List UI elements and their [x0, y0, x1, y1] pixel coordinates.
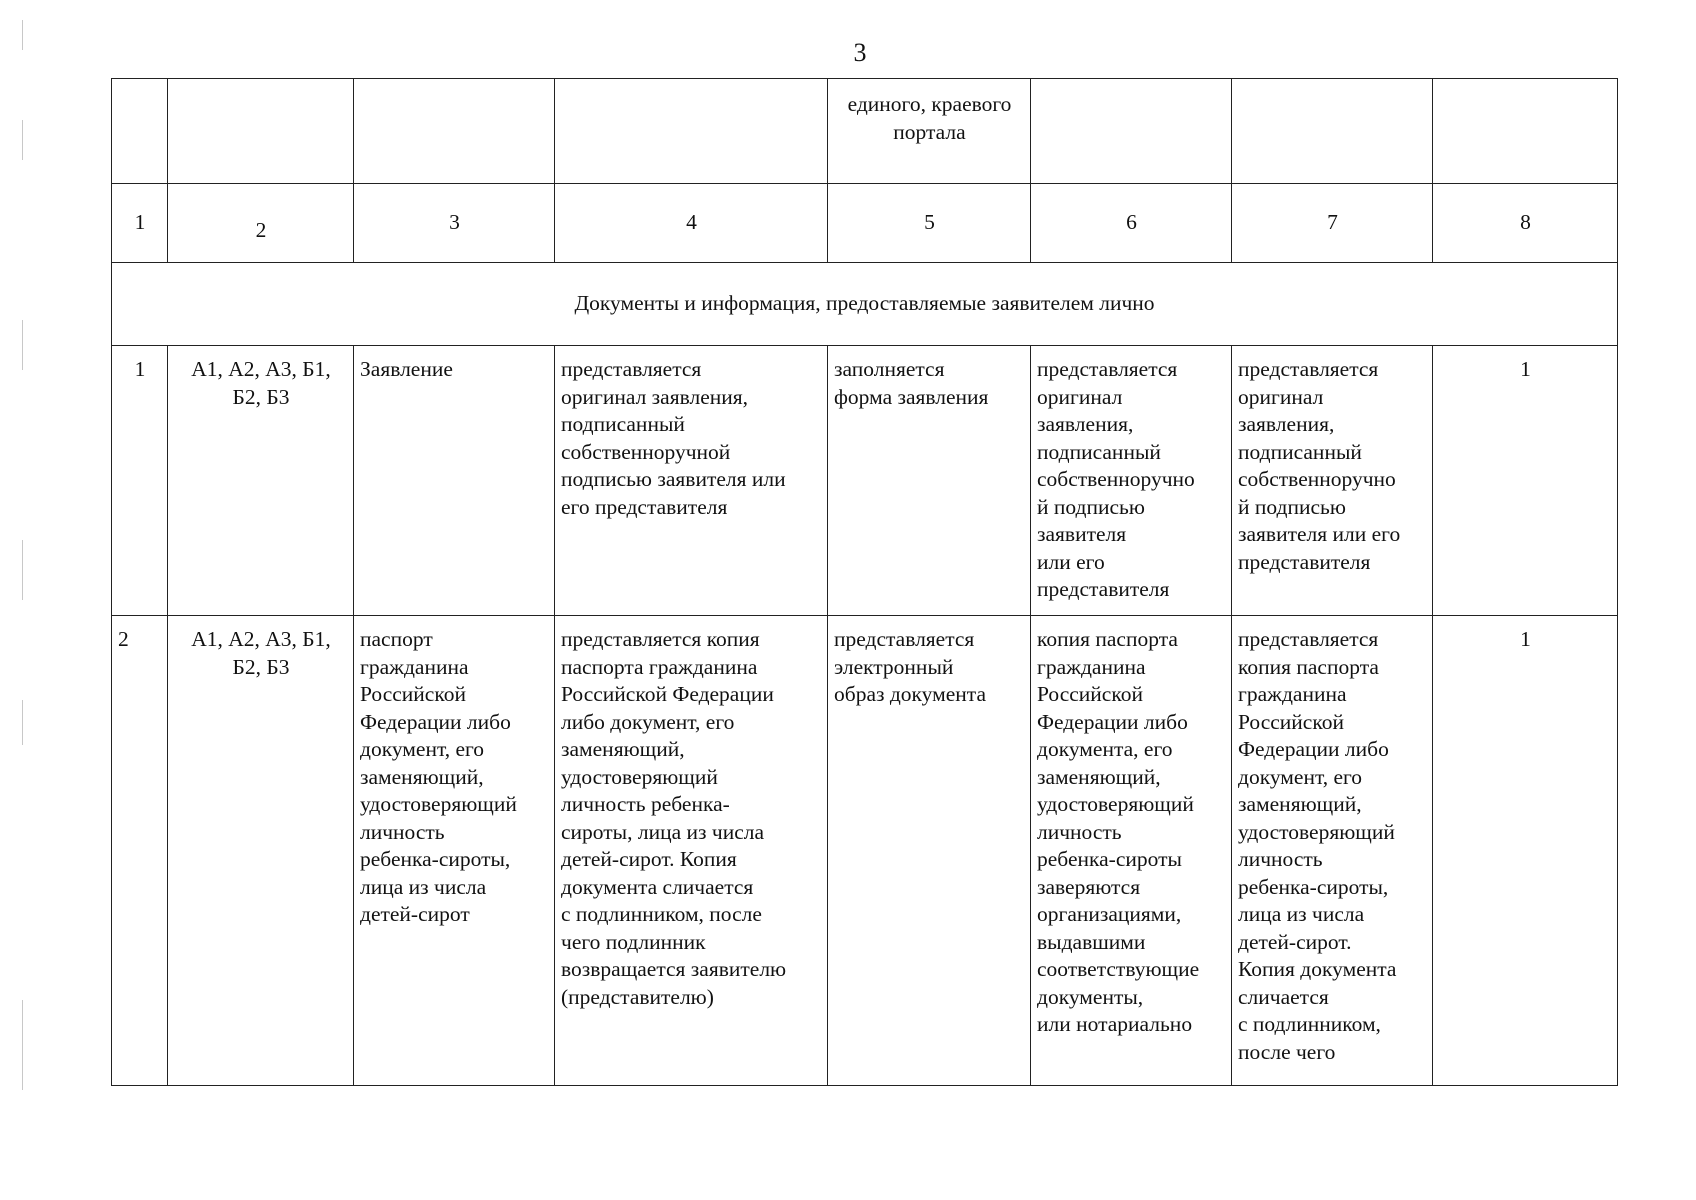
cell-line: возвращается заявителю	[561, 957, 787, 981]
top-cell-3	[354, 79, 555, 184]
cell-line: Заявление	[360, 357, 453, 381]
cell-line: подписанный	[561, 412, 685, 436]
cell-line: удостоверяющий	[1037, 792, 1194, 816]
cell-line: представляется копия	[561, 627, 760, 651]
cell-line: паспорт	[360, 627, 433, 651]
cell-line: Федерации либо	[1037, 709, 1188, 734]
row-document-name	[354, 346, 555, 616]
cell-line: лица из числа	[1238, 902, 1365, 926]
cell-line: сироты, лица из числа	[561, 819, 765, 844]
cell-line: (представителю)	[561, 984, 714, 1009]
top-cell-5	[828, 79, 1031, 184]
row-in-person	[555, 616, 828, 1086]
cell-line: удостоверяющий	[1238, 819, 1395, 844]
row-in-person	[555, 346, 828, 616]
cell-line: подписью заявителя или	[561, 467, 786, 491]
cell-line: А1, А2, А3, Б1,	[191, 627, 331, 651]
cell-line: представителя	[1238, 549, 1371, 574]
top-cell-7	[1232, 79, 1433, 184]
scan-edge-mark	[22, 700, 23, 745]
cell-line: Российской Федерации	[561, 682, 774, 706]
cell-line: гражданина	[1238, 682, 1347, 706]
cell-line: представляется	[1037, 357, 1178, 381]
table-row	[112, 346, 1618, 616]
cell-line: представляется	[1238, 627, 1379, 651]
row-via-post	[1031, 616, 1232, 1086]
page-number: 3	[853, 38, 867, 67]
cell-line: чего подлинник	[561, 929, 706, 954]
cell-line: гражданина	[1037, 654, 1146, 679]
cell-line: заверяются	[1037, 874, 1141, 899]
cell-line: Федерации либо	[360, 709, 511, 734]
cell-line: удостоверяющий	[360, 792, 517, 816]
cell-line: Федерации либо	[1238, 737, 1389, 761]
scan-edge-mark	[22, 20, 23, 50]
cell-line: подписанный	[1238, 439, 1362, 464]
section-row	[112, 263, 1618, 346]
column-numbers-row	[112, 184, 1618, 263]
column-number: 6	[1031, 184, 1232, 263]
cell-line: представляется	[834, 627, 975, 651]
cell-line: или нотариально	[1037, 1012, 1193, 1036]
cell-line: ребенка-сироты,	[1238, 874, 1389, 899]
row-number: 1	[112, 346, 168, 616]
cell-line: после чего	[1238, 1039, 1336, 1064]
cell-line: Б2, Б3	[232, 654, 290, 679]
cell-line: заявителя	[1037, 522, 1127, 546]
cell-line: организациями,	[1037, 902, 1182, 926]
top-cell-5-line: единого, краевого	[847, 92, 1012, 116]
table-row	[112, 616, 1618, 1086]
row-via-portal	[828, 616, 1031, 1086]
row-count: 1	[1433, 346, 1618, 616]
cell-line: его представителя	[561, 494, 728, 519]
cell-line: подписанный	[1037, 439, 1161, 464]
cell-line: й подписью	[1037, 494, 1145, 519]
column-number: 8	[1433, 184, 1618, 263]
scan-edge-mark	[22, 540, 23, 600]
cell-line: электронный	[834, 654, 954, 679]
column-number: 4	[555, 184, 828, 263]
cell-line: личность	[360, 819, 445, 844]
cell-line: соответствующие	[1037, 957, 1200, 981]
scan-edge-mark	[22, 120, 23, 160]
cell-line: Копия документа	[1238, 957, 1397, 981]
table-top-row	[112, 79, 1618, 184]
column-number-label: 2	[255, 218, 267, 243]
cell-line: личность ребенка-	[561, 792, 730, 816]
column-number: 1	[112, 184, 168, 263]
cell-line: Б2, Б3	[232, 384, 290, 409]
cell-line: детей-сирот.	[1238, 929, 1352, 954]
cell-line: оригинал	[1037, 384, 1123, 409]
cell-line: заменяющий,	[360, 764, 484, 789]
cell-line: или его	[1037, 549, 1105, 574]
row-document-name	[354, 616, 555, 1086]
cell-line: ребенка-сироты	[1037, 847, 1182, 871]
cell-line: заменяющий,	[1238, 792, 1362, 816]
cell-line: копия паспорта	[1037, 627, 1178, 651]
cell-line: оригинал заявления,	[561, 384, 749, 409]
top-cell-1	[112, 79, 168, 184]
cell-line: образ документа	[834, 682, 987, 706]
cell-line: детей-сирот. Копия	[561, 847, 737, 871]
top-cell-6	[1031, 79, 1232, 184]
cell-line: документы,	[1037, 984, 1144, 1009]
section-title: Документы и информация, предоставляемые заявителем лично	[112, 263, 1618, 346]
cell-line: форма заявления	[834, 384, 989, 409]
cell-line: копия паспорта	[1238, 654, 1379, 679]
column-number: 7	[1232, 184, 1433, 263]
cell-line: й подписью	[1238, 494, 1346, 519]
top-cell-8	[1433, 79, 1618, 184]
cell-line: собственноручно	[1238, 467, 1396, 491]
cell-line: паспорта гражданина	[561, 654, 758, 679]
cell-line: оригинал	[1238, 384, 1324, 409]
cell-line: документ, его	[1238, 764, 1363, 789]
cell-line: либо документ, его	[561, 709, 735, 734]
scan-edge-mark	[22, 320, 23, 370]
cell-line: документа сличается	[561, 874, 754, 899]
column-number: 3	[354, 184, 555, 263]
cell-line: заменяющий,	[1037, 764, 1161, 789]
cell-line: Российской	[360, 682, 466, 706]
cell-line: детей-сирот	[360, 902, 470, 926]
cell-line: документа, его	[1037, 737, 1173, 761]
cell-line: А1, А2, А3, Б1,	[191, 357, 331, 381]
top-cell-5-line: портала	[893, 119, 966, 144]
cell-line: представляется	[561, 357, 702, 381]
cell-line: заявителя или его	[1238, 522, 1401, 546]
cell-line: личность	[1037, 819, 1122, 844]
cell-line: заявления,	[1238, 412, 1335, 436]
cell-line: удостоверяющий	[561, 764, 718, 789]
scan-edge-mark	[22, 1000, 23, 1090]
cell-line: заявления,	[1037, 412, 1134, 436]
top-cell-2	[168, 79, 354, 184]
row-via-post	[1031, 346, 1232, 616]
row-via-mfc	[1232, 346, 1433, 616]
column-number	[168, 184, 354, 263]
cell-line: документ, его	[360, 737, 485, 761]
top-cell-4	[555, 79, 828, 184]
cell-line: заменяющий,	[561, 737, 685, 761]
row-via-portal	[828, 346, 1031, 616]
row-categories	[168, 346, 354, 616]
row-number: 2	[112, 616, 168, 1086]
row-categories	[168, 616, 354, 1086]
cell-line: с подлинником, после	[561, 902, 762, 926]
documents-table	[111, 78, 1618, 1086]
cell-line: представляется	[1238, 357, 1379, 381]
cell-line: ребенка-сироты,	[360, 847, 511, 871]
column-number: 5	[828, 184, 1031, 263]
cell-line: Российской	[1037, 682, 1143, 706]
row-count: 1	[1433, 616, 1618, 1086]
cell-line: сличается	[1238, 984, 1329, 1009]
cell-line: выдавшими	[1037, 929, 1146, 954]
row-via-mfc	[1232, 616, 1433, 1086]
cell-line: собственноручной	[561, 439, 731, 464]
cell-line: гражданина	[360, 654, 469, 679]
cell-line: заполняется	[834, 357, 945, 381]
cell-line: с подлинником,	[1238, 1012, 1381, 1036]
cell-line: представителя	[1037, 577, 1170, 601]
cell-line: личность	[1238, 847, 1323, 871]
cell-line: лица из числа	[360, 874, 487, 899]
cell-line: Российской	[1238, 709, 1344, 734]
cell-line: собственноручно	[1037, 467, 1195, 491]
